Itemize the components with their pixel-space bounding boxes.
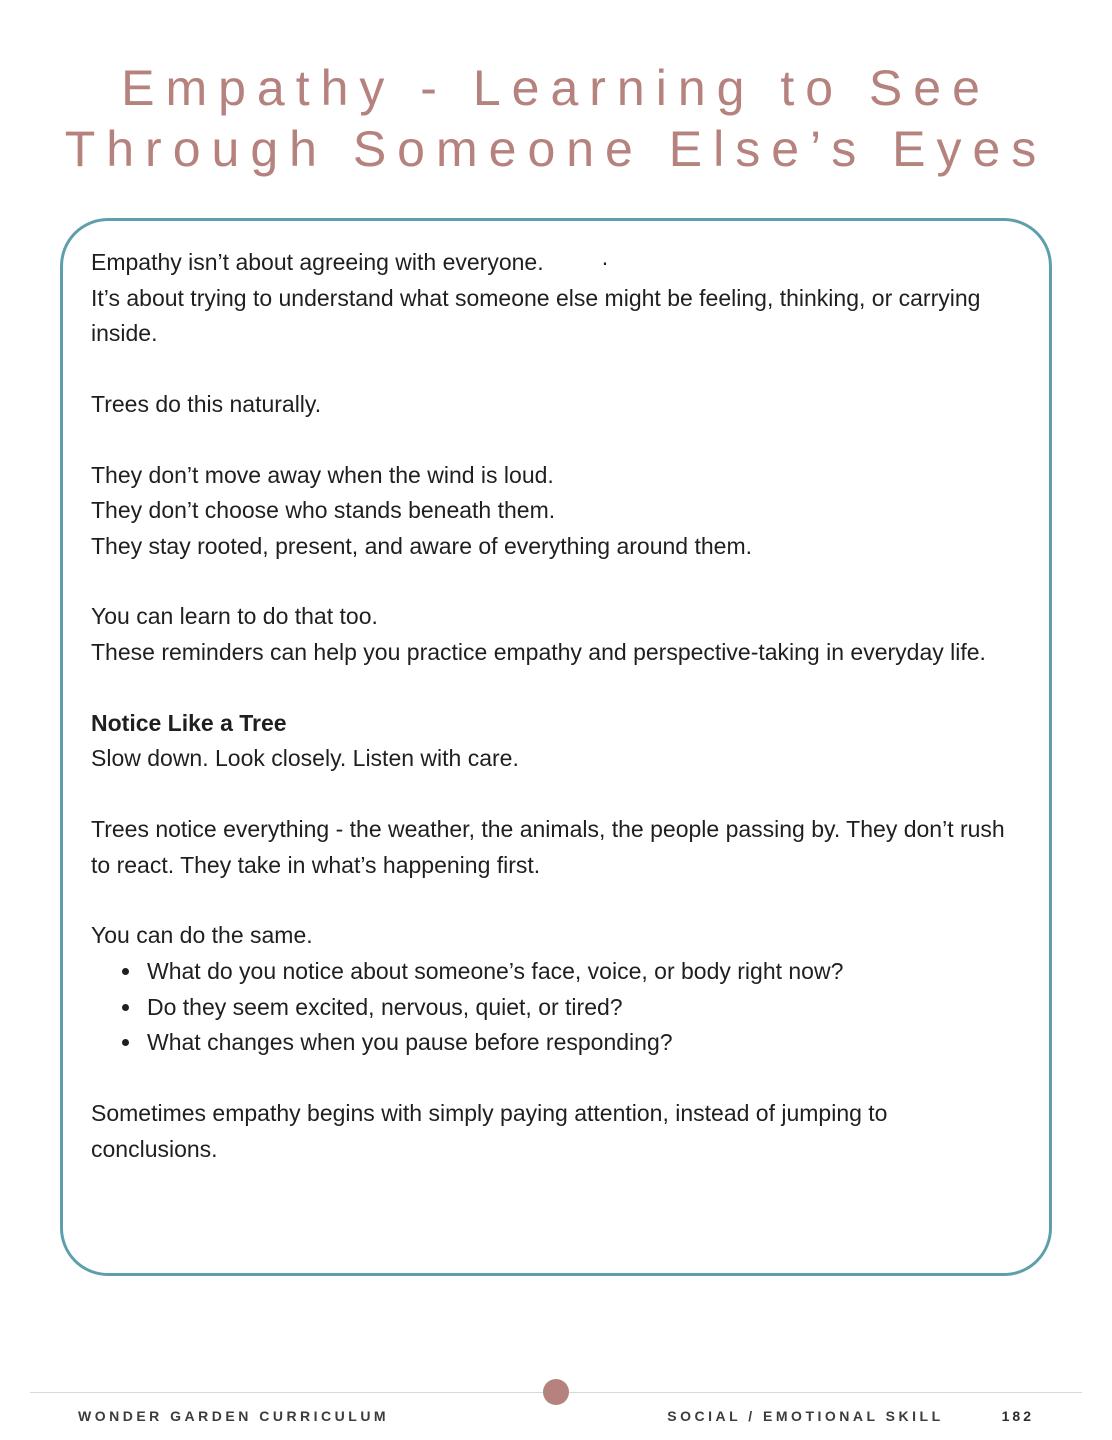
paragraph: You can learn to do that too. bbox=[91, 603, 378, 630]
page-footer bbox=[0, 1378, 1112, 1440]
bullet-list bbox=[91, 954, 1019, 1061]
paragraph: You can do the same. bbox=[91, 922, 313, 949]
footer-right-group bbox=[667, 1408, 1034, 1424]
paragraph: Trees notice everything - the weather, the animals, the people passing by. They don’t rush to react. They take in what’s happening first. bbox=[91, 816, 1005, 878]
page-title bbox=[20, 58, 1092, 180]
paragraph-spacer bbox=[91, 1061, 1019, 1096]
content-box bbox=[60, 218, 1052, 1276]
paragraph: Trees do this naturally. bbox=[91, 390, 322, 417]
paragraph-spacer bbox=[91, 777, 1019, 812]
bullet-item: • What do you notice about someone’s face, voice, or body right now? bbox=[143, 954, 1019, 990]
paragraph: It’s about trying to understand what someone else might be feeling, thinking, or carrying inside. bbox=[91, 284, 981, 347]
paragraph-spacer bbox=[91, 352, 1019, 387]
footer-right-label: SOCIAL / EMOTIONAL SKILL bbox=[667, 1408, 944, 1424]
footer-left-label: WONDER GARDEN CURRICULUM bbox=[78, 1408, 390, 1424]
page-title-line-2: Through Someone Else’s Eyes bbox=[64, 121, 1048, 177]
page-title-line-1: Empathy - Learning to See bbox=[121, 60, 991, 116]
content-blocks bbox=[91, 245, 1019, 1167]
paragraph: Slow down. Look closely. Listen with care. bbox=[91, 745, 519, 772]
paragraph-spacer bbox=[91, 883, 1019, 918]
paragraph: These reminders can help you practice empathy and perspective-taking in everyday life. bbox=[91, 639, 986, 666]
paragraph: They don’t choose who stands beneath them. bbox=[91, 497, 556, 524]
paragraph: They don’t move away when the wind is loud. bbox=[91, 461, 554, 488]
footer-row bbox=[78, 1408, 1034, 1424]
paragraph-spacer bbox=[91, 564, 1019, 599]
bullet-item: • Do they seem excited, nervous, quiet, or tired? bbox=[143, 990, 1019, 1026]
section-heading: Notice Like a Tree bbox=[91, 709, 287, 736]
footer-dot-icon bbox=[543, 1379, 569, 1405]
paragraph: They stay rooted, present, and aware of everything around them. bbox=[91, 532, 752, 559]
paragraph: Sometimes empathy begins with simply paying attention, instead of jumping to conclusions. bbox=[91, 1099, 888, 1162]
bullet-item: • What changes when you pause before responding? bbox=[143, 1025, 1019, 1061]
paragraph-spacer bbox=[91, 423, 1019, 458]
paragraph-spacer bbox=[91, 671, 1019, 706]
paragraph: Empathy isn’t about agreeing with everyone. · bbox=[91, 249, 609, 275]
page-number: 182 bbox=[1001, 1408, 1034, 1424]
